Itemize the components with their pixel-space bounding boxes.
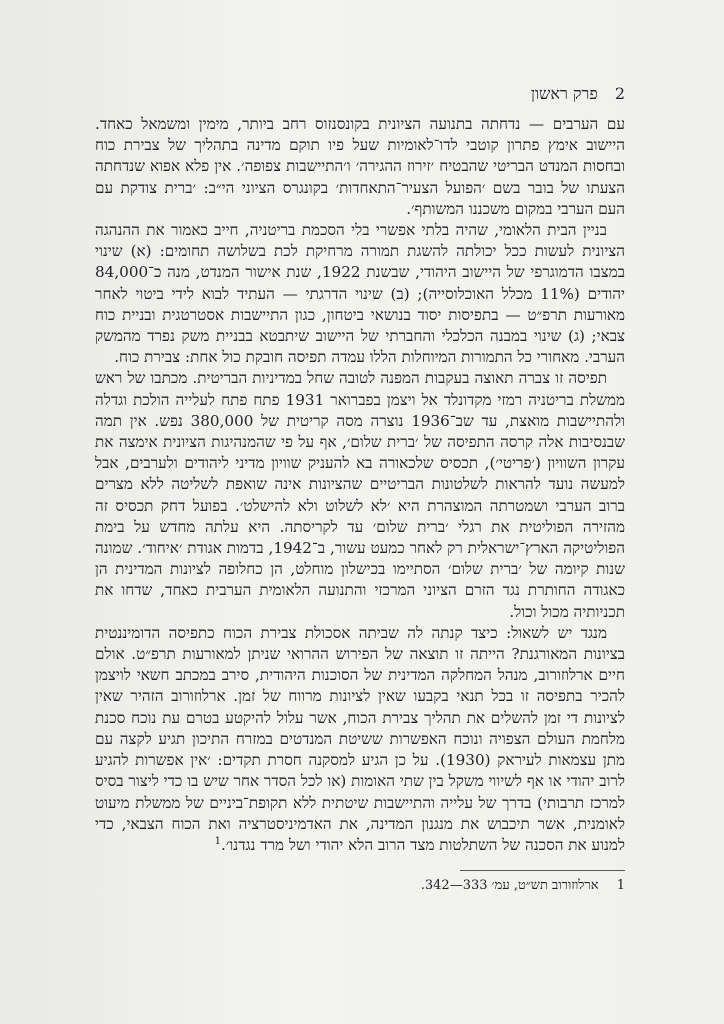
body-text [95, 114, 625, 856]
footnote-divider [460, 870, 625, 871]
running-header [95, 84, 625, 104]
footnote-number: 1 [616, 878, 625, 893]
footnote-text: ארלוזורוב תש״ט, עמ׳ 333—342. [420, 878, 599, 893]
paragraph-4-text: מנגד יש לשאול: כיצד קנתה לה שביתה אסכולת צבירת הכוח כתפיסה הדומיננטית בציונות המאורגנת? הייתה זו תוצאה של הפירוש ההרואי שניתן למאורעות תרפ״ט. אולם חיים ארלוזורוב, מנהל המחלקה המדינית של הסוכנות היהודית, סירב במכתב חשאי לויצמן להכיר בתפיסה זו בכל תנאי בקבעו שאין לציונות מרווח של זמן. ארלוזורוב הזהיר שאין לציונות די זמן להשלים את תהליך צבירת הכוח, אשר עלול להיקטע בטרם עת נוכח סכנת מלחמת העולם הצפויה ונוכח האפשרות ששיטת המנדטים במזרח התיכון תגיע לקצה עם מתן עצמאות לעיראק (1930). על כן הגיע למסקנה חסרת תקדים: ׳אין אפשרות להגיע לרוב יהודי או אף לשיווי משקל בין שתי האומות (או לכל הסדר אחר שיש בו כדי ליצור בסיס למרכז תרבותי) בדרך של עלייה והתיישבות שיטתית ללא תקופת־ביניים של ממשלת מיעוט לאומנית, אשר תיכבוש את מנגנון המדינה, את האדמיניסטרציה ואת הכוח הצבאי, כדי למנוע את הסכנה של השתלטות מצד הרוב הלא יהודי ושל מרד נגדנו׳. [95, 623, 625, 854]
paragraph-4 [95, 623, 625, 856]
paragraph-3: תפיסה זו צברה תאוצה בעקבות המפנה לטובה שחל במדיניות הבריטית. מכתבו של ראש ממשלת בריטניה רמזי מקדונלד אל ויצמן בפברואר 1931 פתח פתח לעלייה הולכת וגדלה ולהתיישבות מואצת, עד שב־1936 נוצרה מסה קריטית של 380,000 נפש. אין תמה שבנסיבות אלה קרסה התפיסה של ׳ברית שלום׳, אף על פי שהמנהיגות הציונית אימצה את עקרון השוויון (׳פריטי׳), תכסיס שלכאורה בא להעניק שוויון מדיני ליהודים ולערבים, אבל למעשה נועד להראות לשלטונות הבריטיים שהציונות אינה שואפת לשליטה ללא מצרים ברוב הערבי ושמטרתה המוצהרת היא ׳לא לשלוט ולא להישלט׳. בפועל דחק תכסיס זה מהזירה הפוליטית את רגלי ׳ברית שלום׳ עד לקריסתה. היא עלתה מחדש על בימת הפוליטיקה הארץ־ישראלית רק לאחר כמעט עשור, ב־1942, בדמות אגודת ׳איחוד׳. שמונה שנות קיומה של ׳ברית שלום׳ הסתיימו בכישלון מוחלט, הן כחלופה לציונות המדינית הן כאגודה החותרת נגד הזרם הציוני המרכזי והתנועה הלאומית הערבית כאחד, שדחו את תכניותיה מכול וכול. [95, 369, 626, 621]
footnote [95, 877, 625, 895]
footnote-marker: 1 [214, 835, 222, 847]
page-number: 2 [614, 84, 625, 103]
paragraph-2: בניין הבית הלאומי, שהיה בלתי אפשרי בלי הסכמת בריטניה, חייב כאמור את ההנהגה הציונית לעשות ככל יכולתה להשגת תמורה מרחיקת לכת בשלושה תחומים: (א) שינוי במצבו הדמוגרפי של היישוב היהודי, שבשנת 1922, שנת אישור המנדט, מנה כ־84,000 יהודים (11% מכלל האוכלוסייה); (ב) שינוי הדרגתי — העתיד לבוא לידי ביטוי לאחר מאורעות תרפ״ט — בתפיסות יסוד בנושאי ביטחון, כגון התיישבות אסטרטגית ובניית כוח צבאי; (ג) שינוי במבנה הכלכלי והחברתי של היישוב שיתבטא בבניית משק נפרד מהמשק הערבי. מאחורי כל התמורות המיוחלות הללו עמדה תפיסה חובקת כול אחת: צבירת כוח. [95, 221, 625, 367]
chapter-title: פרק ראשון [530, 84, 598, 103]
paragraph-1: עם הערבים — נדחתה בתנועה הציונית בקונסנזוס רחב ביותר, מימין ומשמאל כאחד. היישוב אימץ פתרון קוטבי לדו־לאומיות שעל פיו תוקם מדינה בתהליך של צבירת כוח ובחסות המנדט הבריטי שהבטיח ׳זירוז ההגירה׳ ו׳התיישבות צפופה׳. אין פלא אפוא שנדחתה הצעתו של בובר בשם ׳הפועל הצעיר־התאחדות׳ בקונגרס הציוני הי״ב: ׳ברית צודקת עם העם הערבי במקום משכננו המשותף׳. [95, 115, 625, 218]
